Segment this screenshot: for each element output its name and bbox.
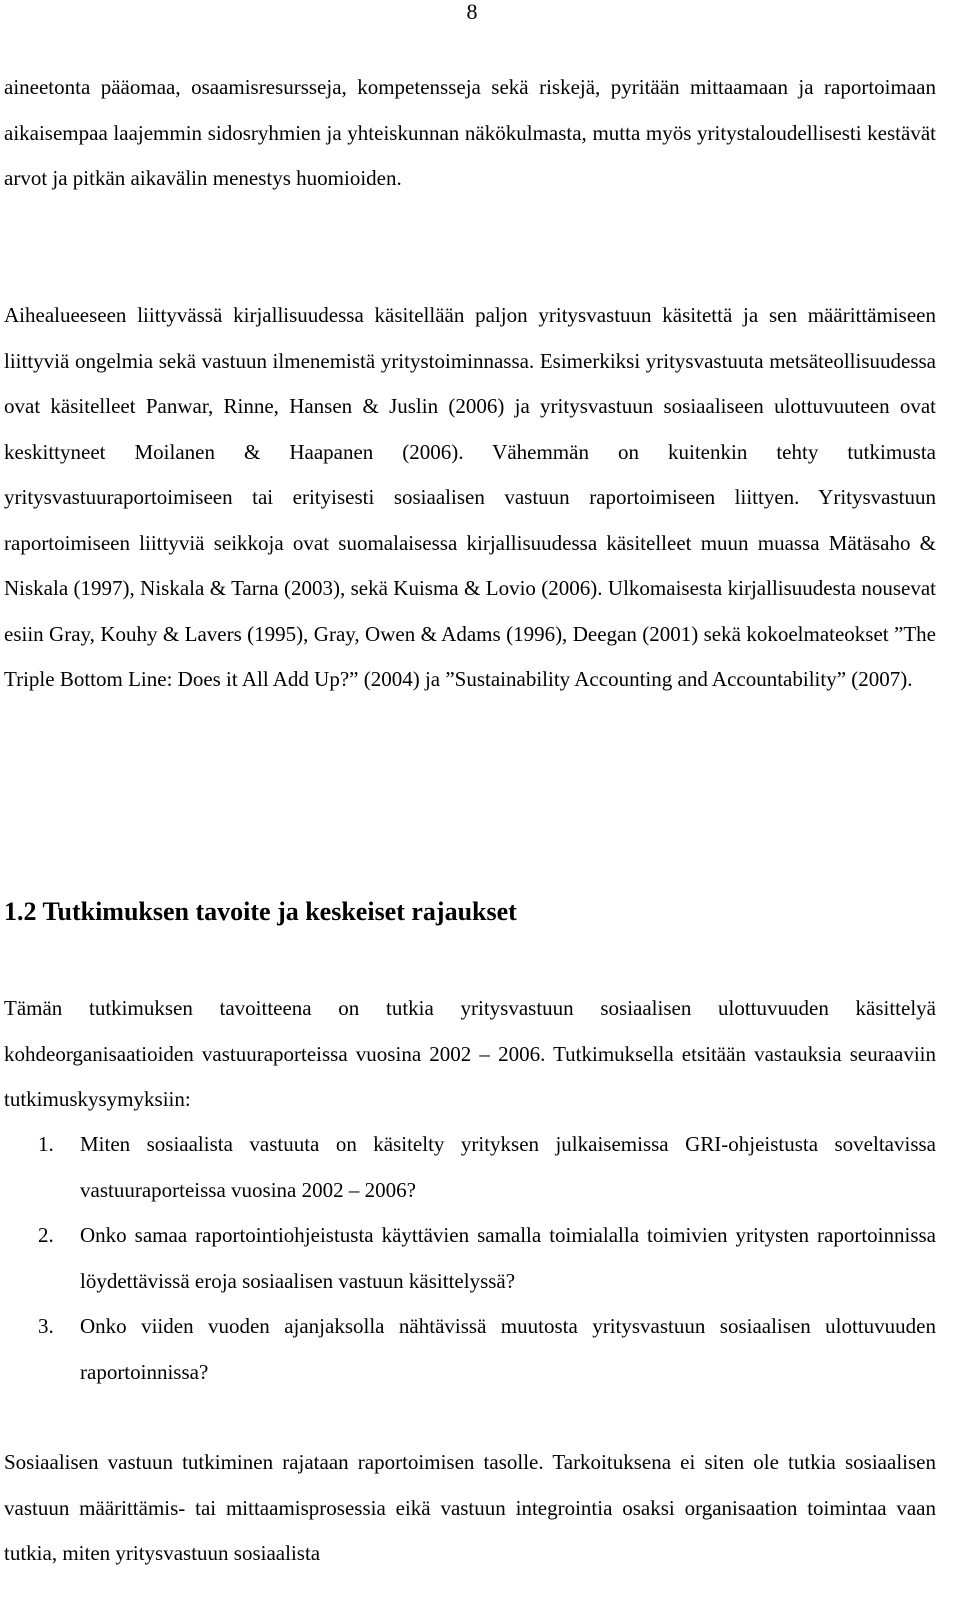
paragraph-research-aim: Tämän tutkimuksen tavoitteena on tutkia yritysvastuun sosiaalisen ulottuvuuden käsittelyä kohdeorganisaatioiden vastuuraporteissa vuosina 2002 – 2006. Tutkimuksella etsitään vastauksia seuraaviin tutkimuskysymyksiin: xyxy=(4,996,936,1111)
research-questions-list xyxy=(4,1122,936,1395)
research-question-item xyxy=(4,1213,936,1304)
research-question-text: Onko viiden vuoden ajanjaksolla nähtävissä muutosta yritysvastuun sosiaalisen ulottuvuuden raportoinnissa? xyxy=(80,1314,936,1384)
research-question-text: Miten sosiaalista vastuuta on käsitelty yrityksen julkaisemissa GRI-ohjeistusta soveltavissa vastuuraporteissa vuosina 2002 – 2006? xyxy=(80,1132,936,1202)
paragraph-scope-limitation: Sosiaalisen vastuun tutkiminen rajataan raportoimisen tasolle. Tarkoituksena ei siten ole tutkia sosiaalisen vastuun määrittämis- tai mittaamisprosessia eikä vastuun integrointia osaksi organisaation toimintaa vaan tutkia, miten yritysvastuun sosiaalista xyxy=(4,1450,936,1565)
page-number: 8 xyxy=(466,0,478,24)
list-number: 1. xyxy=(38,1132,54,1156)
research-question-item xyxy=(4,1122,936,1213)
list-number: 2. xyxy=(38,1223,54,1247)
list-number: 3. xyxy=(38,1314,54,1338)
section-heading: 1.2 Tutkimuksen tavoite ja keskeiset rajaukset xyxy=(4,897,517,926)
paragraph-literature-review: Aihealueeseen liittyvässä kirjallisuudessa käsitellään paljon yritysvastuun käsitettä ja sen määrittämiseen liittyviä ongelmia sekä vastuun ilmenemistä yritystoiminnassa. Esimerkiksi yritysvastuuta metsäteollisuudessa ovat käsitelleet Panwar, Rinne, Hansen & Juslin (2006) ja yritysvastuun sosiaaliseen ulottuvuuteen ovat keskittyneet Moilanen & Haapanen (2006). Vähemmän on kuitenkin tehty tutkimusta yritysvastuuraportoimiseen tai erityisesti sosiaalisen vastuun raportoimiseen liittyen. Yritysvastuun raportoimiseen liittyviä seikkoja ovat suomalaisessa kirjallisuudessa käsitelleet muun muassa Mätäsaho & Niskala (1997), Niskala & Tarna (2003), sekä Kuisma & Lovio (2006). Ulkomaisesta kirjallisuudesta nousevat esiin Gray, Kouhy & Lavers (1995), Gray, Owen & Adams (1996), Deegan (2001) sekä kokoelmateokset ”The Triple Bottom Line: Does it All Add Up?” (2004) ja ”Sustainability Accounting and Accountability” (2007). xyxy=(4,303,936,691)
research-question-text: Onko samaa raportointiohjeistusta käyttävien samalla toimialalla toimivien yritysten raportoinnissa löydettävissä eroja sosiaalisen vastuun käsittelyssä? xyxy=(80,1223,936,1293)
paragraph-intro-continuation: aineetonta pääomaa, osaamisresursseja, kompetensseja sekä riskejä, pyritään mittaamaan ja raportoimaan aikaisempaa laajemmin sidosryhmien ja yhteiskunnan näkökulmasta, mutta myös yritystaloudellisesti kestävät arvot ja pitkän aikavälin menestys huomioiden. xyxy=(4,75,936,190)
research-question-item xyxy=(4,1304,936,1395)
